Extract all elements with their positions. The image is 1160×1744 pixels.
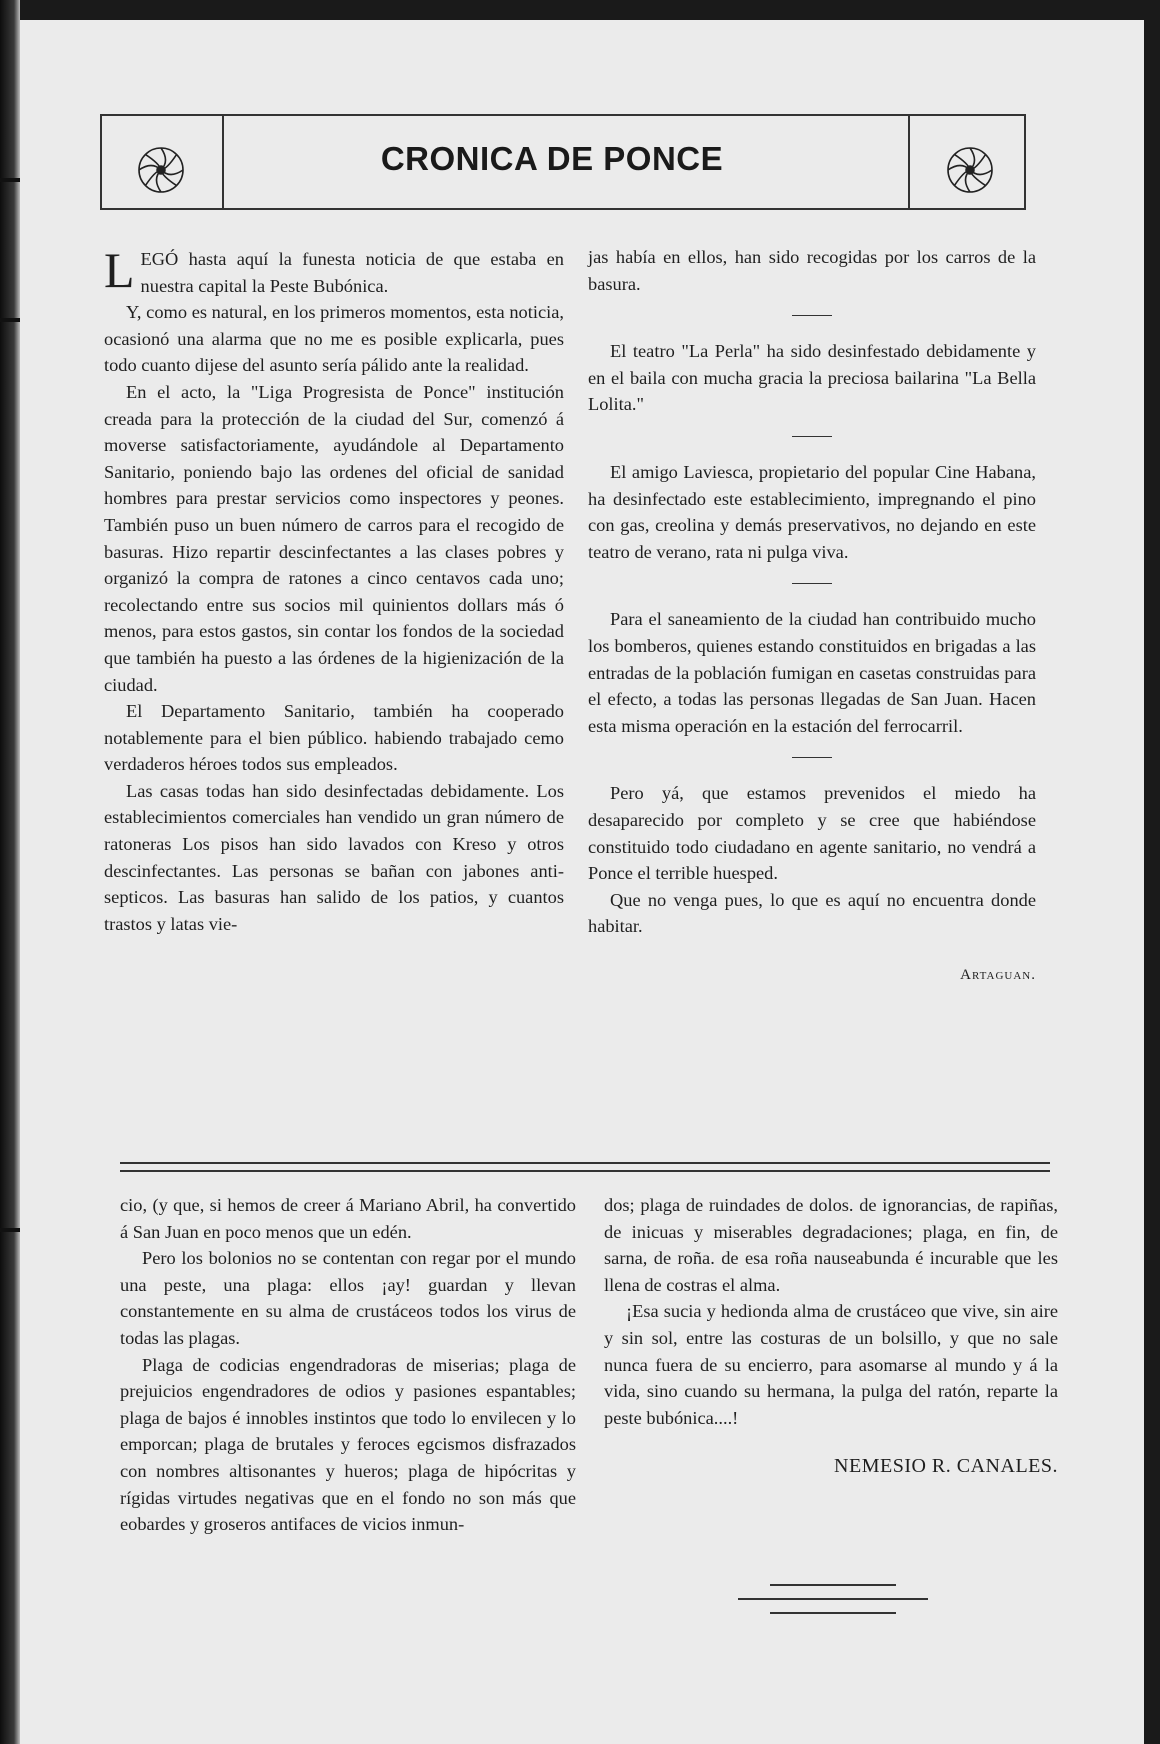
end-rule	[738, 1598, 928, 1600]
article2-right-column	[604, 1192, 1058, 1480]
book-binding	[0, 0, 20, 1744]
article1-paragraph: jas había en ellos, han sido recogidas por los carros de la basura.	[588, 247, 1036, 294]
article1-paragraph: Para el saneamiento de la ciudad han contribuido mucho los bomberos, quienes estando constituidos en brigadas a las entradas de la población fumigan en casetas construidas para el efecto, a todas las personas llegadas de San Juan. Hacen esta misma operación en la estación del ferrocarril.	[588, 609, 1036, 736]
section-separator	[792, 757, 832, 758]
section-separator	[792, 583, 832, 584]
section-separator	[792, 315, 832, 316]
page-title: CRONICA DE PONCE	[380, 140, 724, 177]
end-rule	[770, 1612, 896, 1614]
article1-left-column	[104, 242, 564, 937]
article1-right-column	[588, 244, 1036, 988]
article2-paragraph: Plaga de codicias engendradoras de miserias; plaga de prejuicios engendradores de odios y pasiones espantables; plaga de bajos é innobles instintos que todo lo envilecen y lo emporcan; plaga de brutales y feroces egcismos disfrazados con nombres altisonantes y hueros; plaga de hipócritas y rígidas virtudes negativas que en el fondo no son más que eobardes y groseros antifaces de vicios inmun-	[120, 1354, 576, 1535]
article1-paragraph: Y, como es natural, en los primeros momentos, esta noticia, ocasionó una alarma que no me es posible explicarla, pues todo cuanto dijese del asunto sería pálido ante la realidad.	[104, 302, 564, 376]
page-header	[80, 96, 1024, 216]
article2-paragraph: Pero los bolonios no se contentan con regar por el mundo una peste, una plaga: ellos ¡ay! guardan y llevan constantemente en su alma de crustáceos todos los virus de todas las plagas.	[120, 1248, 576, 1348]
article1-paragraph: En el acto, la "Liga Progresista de Ponce" institución creada para la protección de la ciudad del Sur, comenzó á moverse satisfactoriamente, ayudándole al Departamento Sanitario, poniendo bajo las ordenes del oficial de sanidad hombres para prestar servicios como inspectores y peones. También puso un buen número de carros para el recogido de basuras. Hizo repartir descinfectantes a las clases pobres y organizó la compra de ratones a cinco centavos cada uno; recolectando entre sus socios mil quinientos dollars más ó menos, para estos gastos, sin contar los fondos de la sociedad que también ha puesto a las órdenes de la higienización de la ciudad.	[104, 381, 564, 695]
author-signature: Artaguan.	[960, 966, 1036, 983]
article1-paragraph: Que no venga pues, lo que es aquí no encuentra donde habitar.	[588, 889, 1036, 937]
article2-paragraph: dos; plaga de ruindades de dolos. de ignorancias, de rapiñas, de inicuas y miserables degradaciones; plaga, en fin, de sarna, de roña. de esa roña nauseabunda é incurable que les llena de costras el alma.	[604, 1195, 1058, 1295]
article1-paragraph: El Departamento Sanitario, también ha cooperado notablemente para el bien público. habiendo trabajado cemo verdaderos héroes todos sus empleados.	[104, 701, 564, 775]
article-divider	[120, 1162, 1050, 1172]
article2-left-column	[120, 1192, 576, 1538]
paragraph-text: EGÓ hasta aquí la funesta noticia de que estaba en nuestra capital la Peste Bubónica.	[140, 249, 564, 296]
author-signature: NEMESIO R. CANALES.	[834, 1455, 1058, 1478]
section-separator	[792, 436, 832, 437]
header-rule-top	[100, 114, 1024, 116]
article1-paragraph	[104, 242, 564, 299]
header-rule-bottom	[100, 208, 1024, 210]
end-rule	[770, 1584, 896, 1586]
article1-paragraph: Las casas todas han sido desinfectadas debidamente. Los establecimientos comerciales han vendido un gran número de ratoneras Los pisos han sido lavados con Kreso y otros descinfectantes. Las personas se bañan con jabones anti-septicos. Las basuras han salido de los patios, y cuantos trastos y latas vie-	[104, 780, 564, 934]
article2-paragraph: cio, (y que, si hemos de creer á Mariano Abril, ha convertido á San Juan en poco menos que un edén.	[120, 1195, 576, 1242]
drop-cap: L	[104, 242, 135, 298]
article1-paragraph: El teatro "La Perla" ha sido desinfestado debidamente y en el baila con mucha gracia la preciosa bailarina "La Bella Lolita."	[588, 341, 1036, 415]
header-border-right	[1024, 114, 1026, 210]
article1-paragraph: El amigo Laviesca, propietario del popular Cine Habana, ha desinfectado este establecimiento, impregnando el pino con gas, creolina y demás preservativos, no dejando en este teatro de verano, rata ni pulga viva.	[588, 461, 1036, 562]
article1-paragraph: Pero yá, que estamos prevenidos el miedo ha desaparecido por completo y se cree que habiéndose constituido todo ciudadano en agente sanitario, no vendrá a Ponce el terrible huesped.	[588, 783, 1036, 884]
article2-paragraph: ¡Esa sucia y hedionda alma de crustáceo que vive, sin aire y sin sol, entre las costuras de un bolsillo, y que no sale nunca fuera de su encierro, para asomarse al mundo y á la vida, sino cuando su hermana, la pulga del ratón, reparte la peste bubónica....!	[604, 1301, 1058, 1428]
